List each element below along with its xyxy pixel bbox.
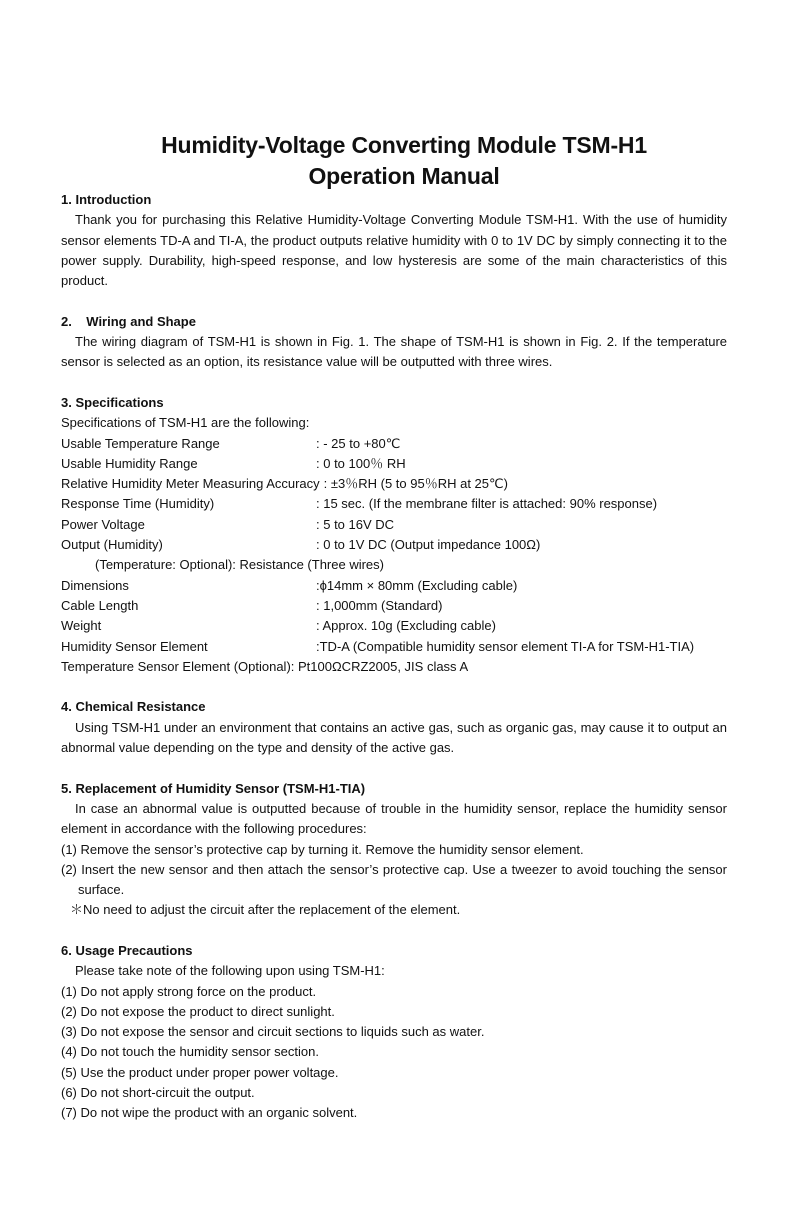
spec-row [61, 515, 727, 535]
section-heading-introduction: 1. Introduction [61, 192, 152, 207]
spec-value: : 1,000mm (Standard) [316, 597, 443, 613]
chemical-resistance-paragraph: Using TSM-H1 under an environment that contains an active gas, such as organic gas, may cause it to output an abnormal value depending on the type and density of the active gas. [61, 719, 727, 756]
precaution-item: (7) Do not wipe the product with an organic solvent. [61, 1105, 358, 1121]
document-subtitle: Operation Manual [308, 163, 500, 189]
spec-label: Relative Humidity Meter Measuring Accuracy [61, 476, 320, 492]
spec-row [61, 434, 727, 454]
precaution-item: (2) Do not expose the product to direct sunlight. [61, 1003, 335, 1019]
spec-value: : ±3％RH (5 to 95％RH at 25℃) [323, 476, 508, 492]
spec-row [61, 454, 727, 474]
section-heading-wiring: 2. Wiring and Shape [61, 313, 196, 329]
spec-label: Response Time (Humidity) [61, 496, 215, 512]
spec-value: : 5 to 16V DC [316, 516, 395, 532]
document-body [61, 190, 727, 1124]
precaution-item: (4) Do not touch the humidity sensor section. [61, 1044, 319, 1060]
section-heading-specifications: 3. Specifications [61, 394, 164, 410]
introduction-paragraph: Thank you for purchasing this Relative Humidity-Voltage Converting Module TSM-H1. With the use of humidity sensor elements TD-A and TI-A, the product outputs relative humidity with 0 to 1V DC by simply connecting it to the power supply. Durability, high-speed response, and low hysteresis are some of the main characteristics of this product. [61, 212, 727, 289]
spec-value: :ϕ14mm × 80mm (Excluding cable) [316, 577, 518, 593]
section-heading-replacement: 5. Replacement of Humidity Sensor (TSM-H1-TIA) [61, 780, 366, 796]
spec-temperature-sensor: Temperature Sensor Element (Optional): Pt100ΩCRZ2005, JIS class A [61, 658, 469, 674]
spec-label: Dimensions [61, 577, 129, 593]
spec-value: : 0 to 100％ RH [316, 455, 406, 471]
precaution-item: (1) Do not apply strong force on the product. [61, 983, 317, 999]
replacement-note: ＊No need to adjust the circuit after the replacement of the element. [70, 902, 461, 918]
spec-row [61, 576, 727, 596]
precaution-item: (6) Do not short-circuit the output. [61, 1085, 255, 1101]
spec-label: Output (Humidity) [61, 537, 163, 553]
specifications-intro: Specifications of TSM-H1 are the following: [61, 415, 310, 431]
spec-label: Usable Humidity Range [61, 455, 198, 471]
spacer [61, 677, 727, 697]
spec-temperature-output: (Temperature: Optional): Resistance (Three wires) [95, 557, 384, 573]
spec-label: Usable Temperature Range [61, 435, 220, 451]
usage-precautions-intro: Please take note of the following upon using TSM-H1: [75, 963, 385, 979]
spacer [61, 921, 727, 941]
spec-value: : - 25 to +80℃ [316, 435, 401, 451]
spec-row [61, 596, 727, 616]
replacement-step: (1) Remove the sensor’s protective cap by turning it. Remove the humidity sensor element. [61, 841, 584, 857]
section-heading-chemical-resistance: 4. Chemical Resistance [61, 699, 206, 715]
spec-label: Cable Length [61, 597, 139, 613]
spec-row [61, 494, 727, 514]
spec-value: : 15 sec. (If the membrane filter is attached: 90% response) [316, 496, 658, 512]
replacement-paragraph: In case an abnormal value is outputted because of trouble in the humidity sensor, replace the humidity sensor element in accordance with the following procedures: [61, 800, 727, 837]
spacer [61, 373, 727, 393]
spacer [61, 758, 727, 778]
spec-label: Weight [61, 618, 102, 634]
spec-row [61, 616, 727, 636]
replacement-step: (2) Insert the new sensor and then attach the sensor’s protective cap. Use a tweezer to avoid touching the sensor surface. [61, 861, 727, 898]
document-title: Humidity-Voltage Converting Module TSM-H1 [161, 132, 647, 158]
spec-row [61, 474, 727, 494]
spec-row [61, 637, 727, 657]
spec-label: Power Voltage [61, 516, 145, 532]
spec-value: : 0 to 1V DC (Output impedance 100Ω) [316, 537, 541, 553]
spec-label: Humidity Sensor Element [61, 638, 208, 654]
wiring-paragraph: The wiring diagram of TSM-H1 is shown in Fig. 1. The shape of TSM-H1 is shown in Fig. 2. If the temperature sensor is selected as an option, its resistance value will be outputted with three wires. [61, 334, 727, 370]
spec-value: : Approx. 10g (Excluding cable) [316, 618, 496, 634]
section-heading-usage-precautions: 6. Usage Precautions [61, 942, 193, 958]
precaution-item: (3) Do not expose the sensor and circuit sections to liquids such as water. [61, 1024, 485, 1040]
spacer [61, 291, 727, 311]
spec-row [61, 535, 727, 555]
precaution-item: (5) Use the product under proper power voltage. [61, 1064, 339, 1080]
spec-value: :TD-A (Compatible humidity sensor element TI-A for TSM-H1-TIA) [316, 638, 695, 654]
